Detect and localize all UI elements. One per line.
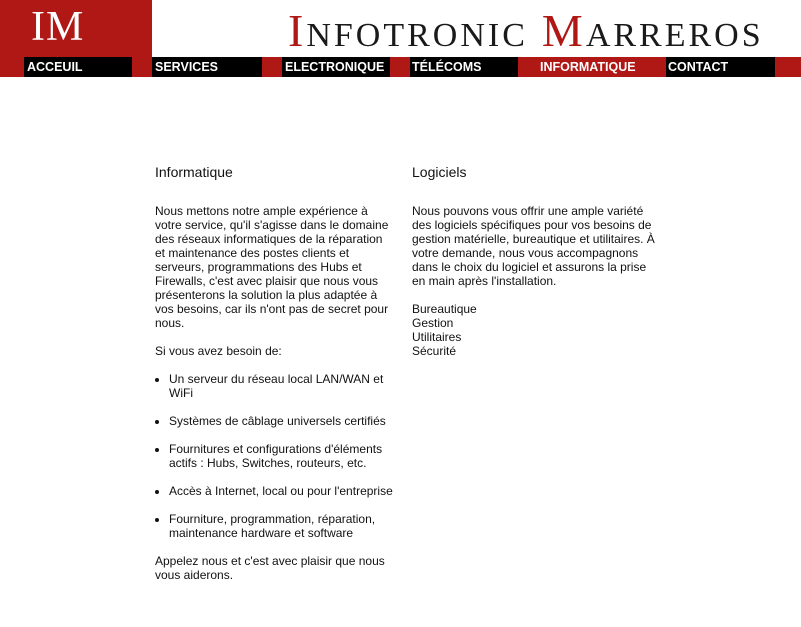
- logo: [0, 0, 152, 57]
- informatique-need-label: Si vous avez besoin de:: [155, 344, 282, 358]
- link-bureautique[interactable]: Bureautique: [412, 302, 477, 316]
- site-title: [288, 4, 764, 57]
- link-utilitaires[interactable]: Utilitaires: [412, 330, 462, 344]
- logiciels-links: [412, 302, 657, 358]
- site-title-cap-1: I: [288, 5, 307, 56]
- logo-text: IM: [31, 4, 85, 50]
- site-title-rest-1: NFOTRONIC: [306, 17, 528, 54]
- informatique-heading: Informatique: [155, 164, 233, 180]
- informatique-closing: Appelez nous et c'est avec plaisir que nous vous aiderons.: [155, 554, 385, 582]
- nav-accent: [262, 57, 282, 77]
- logiciels-section: [412, 163, 657, 358]
- nav-accent: [132, 57, 152, 77]
- list-item: • Fournitures et configurations d'éléments actifs : Hubs, Switches, routeurs, etc.: [169, 442, 393, 470]
- nav-accent: [775, 57, 801, 77]
- list-item: • Fourniture, programmation, réparation, maintenance hardware et software: [169, 512, 393, 540]
- nav-accent: [390, 57, 410, 77]
- list-item: • Un serveur du réseau local LAN/WAN et WiFi: [169, 372, 393, 400]
- needs-list: [155, 372, 393, 540]
- informatique-section: [155, 163, 393, 596]
- informatique-intro: Nous mettons notre ample expérience à votre service, qu'il s'agisse dans le domaine des réseaux informatiques de la réparation et maintenance des postes clients et serveurs, programmations des Hubs et Firewalls, c'est avec plaisir que nous vous présenterons la solution la plus adaptée à vos besoins, car ils n'ont pas de secret pour nous.: [155, 204, 389, 330]
- nav-item-contact[interactable]: CONTACT: [668, 60, 729, 74]
- link-gestion[interactable]: Gestion: [412, 316, 454, 330]
- site-title-cap-2: M: [541, 5, 586, 56]
- nav-item-informatique[interactable]: INFORMATIQUE: [540, 60, 636, 74]
- link-securite[interactable]: Sécurité: [412, 344, 457, 358]
- nav-item-services[interactable]: SERVICES: [155, 60, 218, 74]
- nav-accent: [0, 57, 24, 77]
- main-nav: [0, 57, 801, 77]
- list-item: • Accès à Internet, local ou pour l'entreprise: [169, 484, 393, 498]
- list-item: • Systèmes de câblage universels certifiés: [169, 414, 393, 428]
- site-title-rest-2: ARREROS: [585, 17, 764, 54]
- nav-item-electronique[interactable]: ELECTRONIQUE: [285, 60, 385, 74]
- nav-item-telecoms[interactable]: TÉLÉCOMS: [412, 60, 482, 74]
- logiciels-heading: Logiciels: [412, 164, 467, 180]
- nav-item-accueil[interactable]: ACCEUIL: [27, 60, 83, 74]
- logiciels-intro: Nous pouvons vous offrir une ample variété des logiciels spécifiques pour vos besoins de gestion matérielle, bureautique et utilitaires. À votre demande, nous vous accompagnons dans le choix du logiciel et assurons la prise en main après l'installation.: [412, 204, 655, 288]
